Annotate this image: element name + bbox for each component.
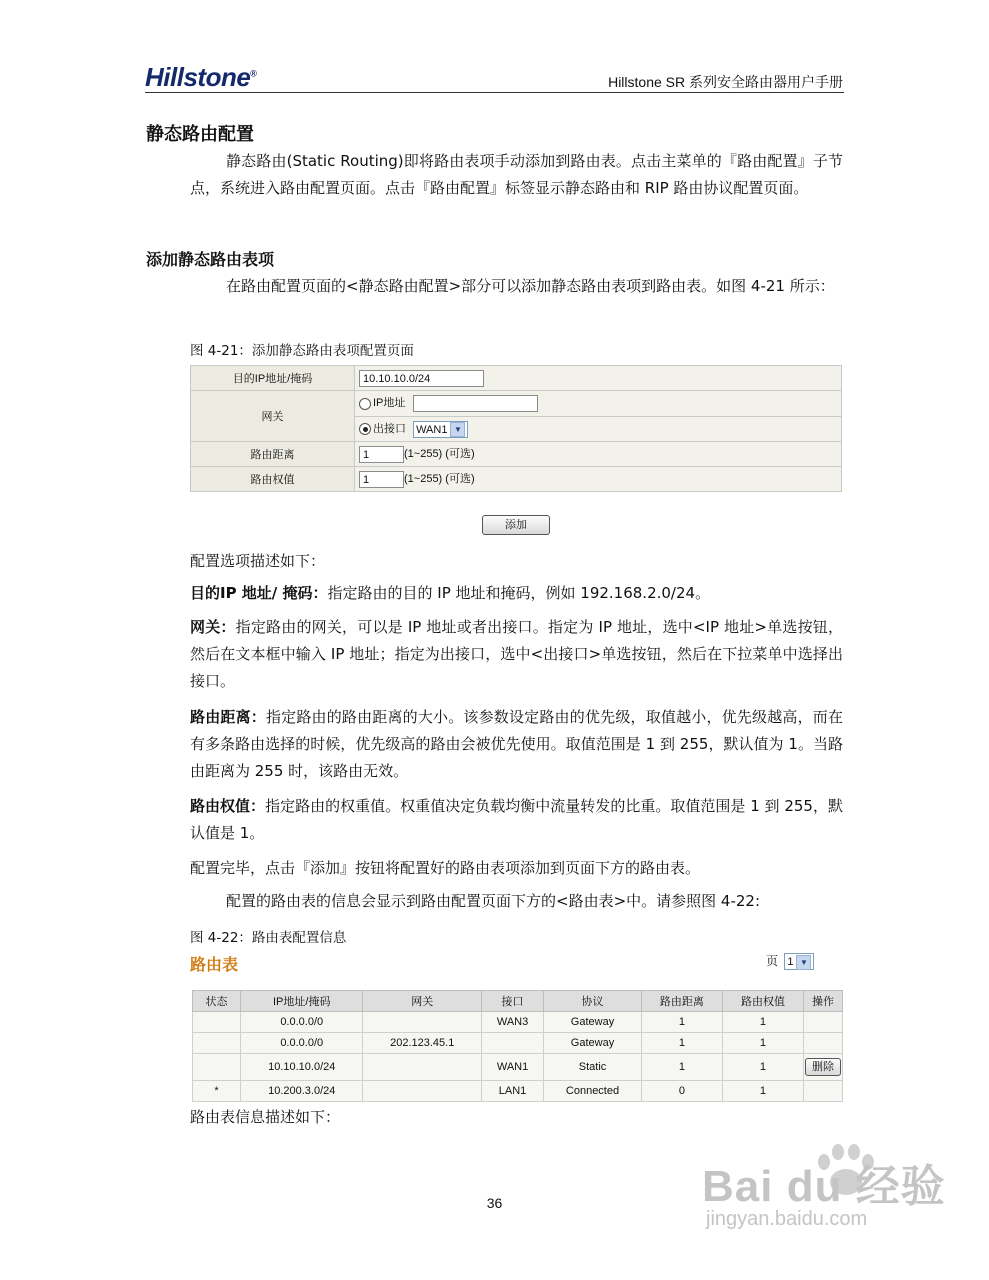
hillstone-logo: Hillstone® <box>145 62 257 92</box>
distance-input[interactable]: 1 <box>359 446 404 463</box>
chevron-down-icon: ▼ <box>796 955 811 970</box>
figure-4-21-caption: 图 4-21：添加静态路由表项配置页面 <box>190 343 414 359</box>
col-status: 状态 <box>193 991 241 1012</box>
distance-hint: (1~255) (可选) <box>404 448 475 461</box>
desc-weight: 路由权值：指定路由的权重值。权重值决定负载均衡中流量转发的比重。取值范围是 1 到 255，默认值是 1。 <box>190 797 843 842</box>
col-weight: 路由权值 <box>722 991 803 1012</box>
table-desc-paragraph: 路由表信息描述如下： <box>190 1108 341 1126</box>
table-row: 0.0.0.0/0 202.123.45.1 Gateway 1 1 <box>193 1033 843 1054</box>
subsection-title: 添加静态路由表项 <box>146 250 275 269</box>
delete-button[interactable]: 删除 <box>805 1058 841 1076</box>
section-title: 静态路由配置 <box>146 124 254 145</box>
page-select[interactable]: 1 ▼ <box>784 953 814 970</box>
col-distance: 路由距离 <box>641 991 722 1012</box>
pager <box>766 952 814 970</box>
col-action: 操作 <box>804 991 843 1012</box>
done-paragraph: 配置完毕，点击『添加』按钮将配置好的路由表项添加到页面下方的路由表。 <box>190 859 701 877</box>
dest-input[interactable]: 10.10.10.0/24 <box>359 370 484 387</box>
col-protocol: 协议 <box>544 991 642 1012</box>
intro-paragraph: 静态路由(Static Routing)即将路由表项手动添加到路由表。点击主菜单的『路由配置』子节点，系统进入路由配置页面。点击『路由配置』标签显示静态路由和 RIP 路由协议配置页面。 <box>190 152 843 197</box>
desc-dest: 目的IP 地址/ 掩码：指定路由的目的 IP 地址和掩码，例如 192.168.2.0/24。 <box>190 584 711 602</box>
route-table-title: 路由表 <box>190 955 239 974</box>
ip-radio[interactable] <box>359 398 371 410</box>
col-gateway: 网关 <box>363 991 481 1012</box>
distance-label: 路由距离 <box>191 442 355 467</box>
iface-radio[interactable] <box>359 423 371 435</box>
chevron-down-icon: ▼ <box>450 422 465 437</box>
header-title: Hillstone SR 系列安全路由器用户手册 <box>608 74 843 90</box>
table-row: * 10.200.3.0/24 LAN1 Connected 0 1 <box>193 1081 843 1102</box>
desc-intro: 配置选项描述如下： <box>190 552 326 570</box>
iface-radio-label: 出接口 <box>373 422 406 435</box>
page-label: 页 <box>766 954 779 968</box>
watermark-brand: Bai du 经验 <box>702 1162 946 1211</box>
desc-gateway: 网关：指定路由的网关，可以是 IP 地址或者出接口。指定为 IP 地址，选中<IP 地址>单选按钮，然后在文本框中输入 IP 地址；指定为出接口，选中<出接口>单选按钮，然后在下拉菜单中选择出接口。 <box>190 618 843 690</box>
iface-select[interactable]: WAN1 ▼ <box>413 421 468 438</box>
weight-hint: (1~255) (可选) <box>404 473 475 486</box>
ip-radio-label: IP地址 <box>373 397 406 410</box>
col-interface: 接口 <box>481 991 543 1012</box>
reference-paragraph: 配置的路由表的信息会显示到路由配置页面下方的<路由表>中。请参照图 4-22: <box>226 892 761 910</box>
weight-input[interactable]: 1 <box>359 471 404 488</box>
header-divider <box>145 92 844 93</box>
weight-label: 路由权值 <box>191 467 355 492</box>
sub-intro-paragraph: 在路由配置页面的<静态路由配置>部分可以添加静态路由表项到路由表。如图 4-21 所示： <box>226 277 835 295</box>
static-route-form <box>190 365 842 492</box>
gateway-ip-input[interactable] <box>413 395 538 412</box>
add-button[interactable]: 添加 <box>482 515 550 535</box>
desc-distance: 路由距离：指定路由的路由距离的大小。该参数设定路由的优先级，取值越小，优先级越高，而在有多条路由选择的时候，优先级高的路由会被优先使用。取值范围是 1 到 255，默认值为 1。当路由距离为 255 时，该路由无效。 <box>190 708 843 780</box>
gateway-label: 网关 <box>191 391 355 442</box>
col-ip-mask: IP地址/掩码 <box>241 991 363 1012</box>
page-number: 36 <box>486 1195 503 1211</box>
dest-label: 目的IP地址/掩码 <box>191 366 355 391</box>
table-row: 10.10.10.0/24 WAN1 Static 1 1 删除 <box>193 1054 843 1081</box>
watermark-url: jingyan.baidu.com <box>706 1208 868 1230</box>
table-header-row <box>193 991 843 1012</box>
table-row: 0.0.0.0/0 WAN3 Gateway 1 1 <box>193 1012 843 1033</box>
figure-4-22-caption: 图 4-22：路由表配置信息 <box>190 930 347 946</box>
route-table <box>192 990 843 1102</box>
